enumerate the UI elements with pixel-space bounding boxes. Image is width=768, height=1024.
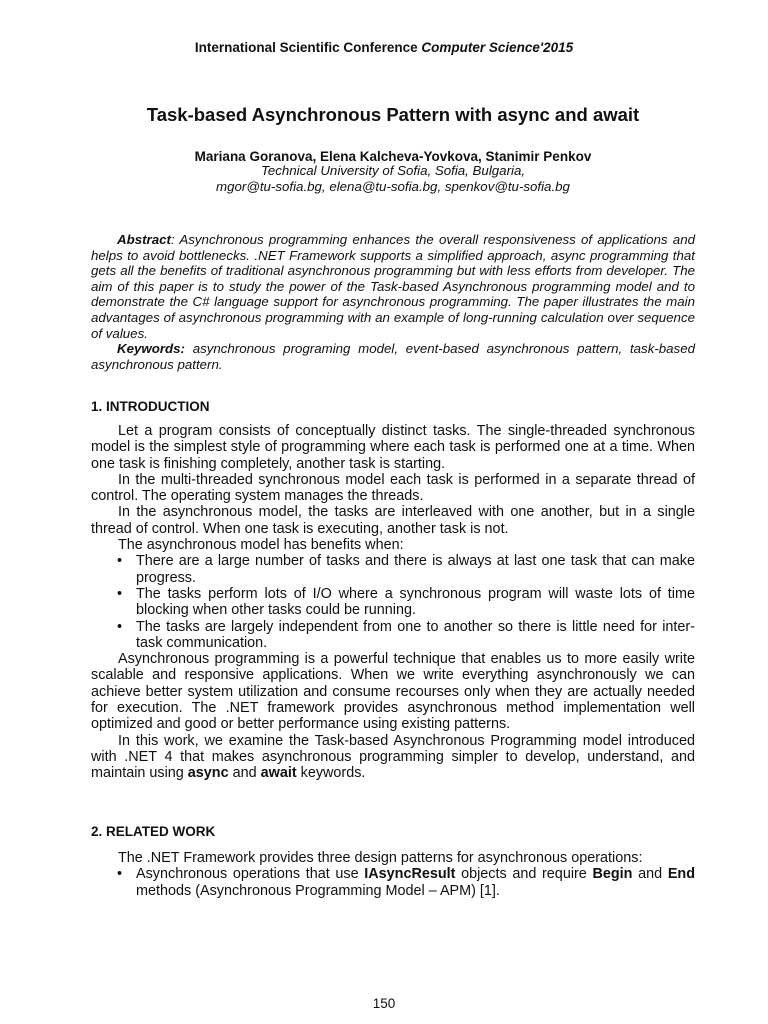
keyword-await: await: [260, 765, 297, 782]
conference-prefix: International Scientific Conference: [194, 40, 418, 55]
keyword-async: async: [187, 765, 229, 782]
authors: Mariana Goranova, Elena Kalcheva-Yovkova, Stanimir Penkov: [194, 149, 592, 164]
conference-header: [0, 40, 768, 55]
section-heading-introduction: 1. INTRODUCTION: [91, 399, 210, 414]
paragraph: The asynchronous model has benefits when:: [118, 537, 404, 554]
bullet-icon: •: [117, 553, 123, 570]
list-item-text: objects and require: [455, 866, 593, 883]
list-item-text: The tasks are largely independent from one to another so there is little need for inter-task communication.: [136, 618, 695, 651]
keyword-end: End: [667, 866, 695, 883]
paragraph: Let a program consists of conceptually distinct tasks. The single-threaded synchronous model is the simplest style of programming where each task is performed one at a time. When one task is finishing completely, another task is starting.: [91, 423, 695, 472]
paragraph-text: and: [228, 765, 261, 782]
paragraph: In the asynchronous model, the tasks are interleaved with one another, but in a single thread of control. When one task is executing, another task is not.: [91, 504, 695, 537]
paragraph-text: In this work, we examine the Task-based Asynchronous Programming model introduced with .NET 4 that makes asynchronous programming simpler to develop, understand, and maintain using: [91, 732, 695, 782]
conference-name: Computer Science'2015: [421, 40, 574, 55]
paragraph: The .NET Framework provides three design patterns for asynchronous operations:: [118, 850, 643, 866]
list-item: [91, 553, 695, 586]
paragraph: Asynchronous programming is a powerful technique that enables us to more easily write scalable and responsive applications. When we write everything asynchronously we can achieve better system utilization and consume recourses only when they are actually needed for execution. The .NET framework provides asynchronous method implementation well optimized and good or better performance using existing patterns.: [91, 651, 695, 733]
list-item-text: The tasks perform lots of I/O where a synchronous program will waste lots of time blocking when other tasks could be running.: [136, 585, 695, 619]
keywords-text: asynchronous programing model, event-based asynchronous pattern, task-based asynchronous pattern.: [91, 341, 695, 372]
list-item-text: Asynchronous operations that use: [136, 866, 365, 883]
section-heading-related-work: 2. RELATED WORK: [91, 824, 216, 839]
list-item-text: and: [632, 866, 668, 883]
bullet-icon: •: [117, 585, 123, 602]
keywords-label: Keywords:: [117, 341, 185, 357]
paragraph-text: keywords.: [296, 765, 366, 782]
affiliation-block: [0, 163, 768, 195]
affiliation: Technical University of Sofia, Sofia, Bulgaria,: [260, 163, 526, 178]
patterns-list: [91, 866, 695, 899]
section-introduction-body: [91, 423, 695, 782]
list-item: [91, 866, 695, 899]
keywords-paragraph: [91, 341, 695, 372]
abstract-text: : Asynchronous programming enhances the overall responsiveness of applications and helps to avoid bottlenecks. .NET Framework supports a simplified approach, async programming that gets all the benefits of traditional asynchronous programming but with less efforts from developer. The aim of this paper is to study the power of the Task-based Asynchronous programming model and to demonstrate the C# language support for asynchronous programming. The paper illustrates the main advantages of asynchronous programming with an example of long-running calculation over sequence of values.: [91, 232, 695, 341]
paper-title: Task-based Asynchronous Pattern with async and await: [146, 104, 640, 125]
list-item: [91, 586, 695, 619]
list-item-text: methods (Asynchronous Programming Model – APM) [1].: [136, 882, 500, 899]
abstract: [91, 232, 695, 372]
bullet-icon: •: [117, 618, 123, 635]
list-item: [91, 619, 695, 652]
emails: mgor@tu-sofia.bg, elena@tu-sofia.bg, spenkov@tu-sofia.bg: [216, 179, 570, 194]
keyword-begin: Begin: [592, 866, 633, 883]
list-item-text: There are a large number of tasks and there is always at last one task that can make progress.: [136, 553, 695, 586]
keyword-iasyncresult: IAsyncResult: [364, 866, 456, 883]
paragraph: In the multi-threaded synchronous model each task is performed in a separate thread of control. The operating system manages the threads.: [91, 471, 695, 505]
page-number: 150: [372, 996, 396, 1011]
paragraph: [91, 733, 695, 782]
abstract-label: Abstract: [117, 232, 171, 247]
abstract-paragraph: [91, 232, 695, 341]
bullet-icon: •: [117, 866, 123, 883]
section-related-work-body: [91, 850, 695, 899]
benefits-list: [91, 553, 695, 651]
